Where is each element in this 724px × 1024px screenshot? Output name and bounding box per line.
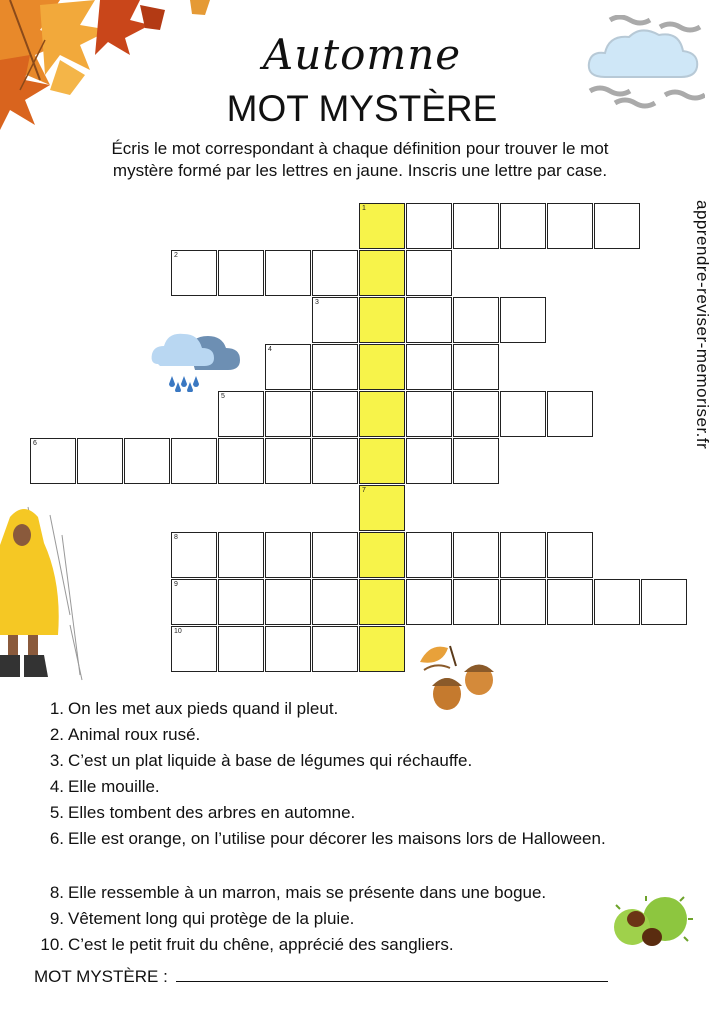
- letter-cell[interactable]: [124, 438, 170, 484]
- letter-cell[interactable]: [547, 203, 593, 249]
- letter-cell[interactable]: [453, 532, 499, 578]
- letter-cell[interactable]: [265, 438, 311, 484]
- letter-cell[interactable]: [406, 203, 452, 249]
- letter-cell[interactable]: [30, 438, 76, 484]
- mystery-letter-cell[interactable]: [359, 250, 405, 296]
- clue-number: 2.: [49, 725, 64, 744]
- letter-cell[interactable]: [547, 579, 593, 625]
- instructions-line-2: mystère formé par les lettres en jaune. Inscris une lettre par case.: [112, 161, 608, 180]
- letter-cell[interactable]: [641, 579, 687, 625]
- clue-item: [30, 909, 354, 929]
- clue-number: 10.: [40, 935, 64, 954]
- mystery-letter-cell[interactable]: [359, 579, 405, 625]
- website-watermark: apprendre-reviser-memoriser.fr: [693, 200, 712, 450]
- clue-item: [30, 883, 546, 903]
- letter-cell[interactable]: [312, 297, 358, 343]
- letter-cell[interactable]: [171, 579, 217, 625]
- letter-cell[interactable]: [312, 391, 358, 437]
- mystery-letter-cell[interactable]: [359, 203, 405, 249]
- letter-cell[interactable]: [312, 438, 358, 484]
- letter-cell[interactable]: [265, 391, 311, 437]
- mystery-word-answer: [34, 967, 608, 987]
- mystery-letter-cell[interactable]: [359, 532, 405, 578]
- letter-cell[interactable]: [547, 391, 593, 437]
- letter-cell[interactable]: [453, 344, 499, 390]
- letter-cell[interactable]: [265, 579, 311, 625]
- mystery-letter-cell[interactable]: [359, 626, 405, 672]
- clue-item: [30, 935, 454, 955]
- clue-item: [30, 751, 472, 771]
- letter-cell[interactable]: [594, 203, 640, 249]
- letter-cell[interactable]: [500, 532, 546, 578]
- row-number: 3: [315, 299, 319, 306]
- row-number: 2: [174, 252, 178, 259]
- chestnuts-illustration: [610, 895, 694, 953]
- instructions: [50, 138, 670, 182]
- letter-cell[interactable]: [594, 579, 640, 625]
- row-number: 6: [33, 440, 37, 447]
- mystery-letter-cell[interactable]: [359, 391, 405, 437]
- clue-item: [30, 829, 606, 849]
- letter-cell[interactable]: [312, 344, 358, 390]
- row-number: 4: [268, 346, 272, 353]
- letter-cell[interactable]: [453, 297, 499, 343]
- clue-number: 3.: [49, 751, 64, 770]
- row-number: 9: [174, 581, 178, 588]
- letter-cell[interactable]: [265, 626, 311, 672]
- letter-cell[interactable]: [453, 391, 499, 437]
- clue-item: [30, 699, 338, 719]
- row-number: 8: [174, 534, 178, 541]
- clue-text: Elles tombent des arbres en automne.: [68, 803, 356, 822]
- letter-cell[interactable]: [265, 250, 311, 296]
- letter-cell[interactable]: [500, 203, 546, 249]
- clue-text: C’est le petit fruit du chêne, apprécié des sangliers.: [68, 935, 454, 954]
- letter-cell[interactable]: [312, 626, 358, 672]
- clue-item: [30, 725, 200, 745]
- clue-text: Elle ressemble à un marron, mais se présente dans une bogue.: [68, 883, 547, 902]
- mystery-letter-cell[interactable]: [359, 297, 405, 343]
- letter-cell[interactable]: [312, 532, 358, 578]
- letter-cell[interactable]: [406, 391, 452, 437]
- clue-text: Elle est orange, on l’utilise pour décorer les maisons lors de Halloween.: [68, 829, 606, 848]
- clue-number: 1.: [49, 699, 64, 718]
- letter-cell[interactable]: [547, 532, 593, 578]
- clue-text: Animal roux rusé.: [68, 725, 201, 744]
- letter-cell[interactable]: [218, 532, 264, 578]
- letter-cell[interactable]: [218, 579, 264, 625]
- mystery-word-label: MOT MYSTÈRE :: [34, 967, 168, 986]
- letter-cell[interactable]: [453, 438, 499, 484]
- letter-cell[interactable]: [312, 579, 358, 625]
- letter-cell[interactable]: [406, 438, 452, 484]
- page-title: MOT MYSTÈRE: [226, 88, 498, 129]
- letter-cell[interactable]: [171, 626, 217, 672]
- mystery-letter-cell[interactable]: [359, 485, 405, 531]
- clue-number: 5.: [49, 803, 64, 822]
- letter-cell[interactable]: [265, 532, 311, 578]
- letter-cell[interactable]: [77, 438, 123, 484]
- clue-item: [30, 803, 355, 823]
- letter-cell[interactable]: [406, 344, 452, 390]
- instructions-line-1: Écris le mot correspondant à chaque définition pour trouver le mot: [111, 139, 609, 158]
- letter-cell[interactable]: [265, 344, 311, 390]
- row-number: 10: [174, 628, 182, 635]
- letter-cell[interactable]: [453, 203, 499, 249]
- letter-cell[interactable]: [406, 579, 452, 625]
- letter-cell[interactable]: [312, 250, 358, 296]
- letter-cell[interactable]: [218, 626, 264, 672]
- letter-cell[interactable]: [406, 532, 452, 578]
- letter-cell[interactable]: [406, 297, 452, 343]
- mystery-letter-cell[interactable]: [359, 438, 405, 484]
- letter-cell[interactable]: [171, 532, 217, 578]
- letter-cell[interactable]: [171, 250, 217, 296]
- row-number: 7: [362, 487, 366, 494]
- letter-cell[interactable]: [500, 391, 546, 437]
- row-number: 5: [221, 393, 225, 400]
- clue-number: 9.: [49, 909, 64, 928]
- clue-text: Vêtement long qui protège de la pluie.: [68, 909, 355, 928]
- letter-cell[interactable]: [218, 438, 264, 484]
- letter-cell[interactable]: [218, 250, 264, 296]
- rain-cloud-icon: [150, 322, 245, 392]
- clue-text: On les met aux pieds quand il pleut.: [68, 699, 339, 718]
- mystery-word-blank[interactable]: [176, 967, 608, 982]
- clue-number: 6.: [49, 829, 64, 848]
- clue-text: Elle mouille.: [68, 777, 160, 796]
- clue-number: 4.: [49, 777, 64, 796]
- letter-cell[interactable]: [171, 438, 217, 484]
- clue-number: 8.: [49, 883, 64, 902]
- title-script: Automne: [262, 30, 462, 79]
- letter-cell[interactable]: [453, 579, 499, 625]
- clue-item: [30, 777, 160, 797]
- raincoat-child-illustration: [0, 505, 90, 685]
- acorns-illustration: [416, 642, 501, 717]
- row-number: 1: [362, 205, 366, 212]
- letter-cell[interactable]: [500, 579, 546, 625]
- mystery-letter-cell[interactable]: [359, 344, 405, 390]
- letter-cell[interactable]: [500, 297, 546, 343]
- letter-cell[interactable]: [218, 391, 264, 437]
- clue-text: C’est un plat liquide à base de légumes qui réchauffe.: [68, 751, 473, 770]
- letter-cell[interactable]: [406, 250, 452, 296]
